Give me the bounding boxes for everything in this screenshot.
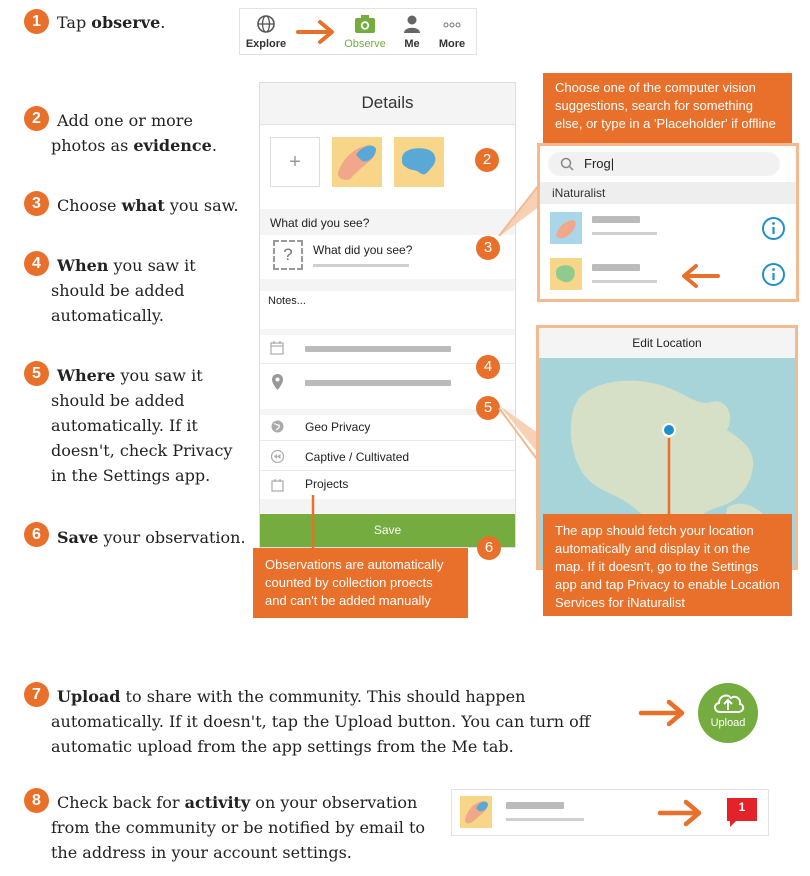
step-5-text: Where you saw it should be added automatically. If it doesn't, check Privacy in the Settings app. bbox=[51, 366, 233, 485]
step-1-badge: 1 bbox=[24, 9, 49, 34]
info-icon[interactable] bbox=[761, 216, 786, 241]
details-title: Details bbox=[260, 83, 515, 125]
save-button[interactable]: Save bbox=[260, 514, 515, 547]
what-header-label: What did you see? bbox=[270, 216, 370, 230]
unknown-taxon-icon: ? bbox=[273, 240, 303, 270]
cloud-upload-icon bbox=[711, 690, 745, 716]
result-2-name bbox=[592, 264, 640, 271]
result-thumb-1 bbox=[550, 212, 582, 244]
notes-field[interactable]: Notes... bbox=[268, 295, 306, 307]
fish-thumb-icon bbox=[550, 258, 582, 290]
marker-2: 2 bbox=[475, 148, 499, 172]
marker-3: 3 bbox=[476, 236, 500, 260]
step-7-badge: 7 bbox=[24, 682, 49, 707]
step-2-text: Add one or more photos as evidence. bbox=[51, 111, 217, 155]
arrow-left-icon bbox=[678, 262, 722, 290]
upload-label: Upload bbox=[710, 717, 746, 729]
tab-explore-label: Explore bbox=[245, 38, 287, 50]
step-8-text: Check back for activity on your observation from the community or be notified by email to the address in your account settings. bbox=[51, 793, 426, 862]
step-7-text: Upload to share with the community. This should happen automatically. If it doesn't, tap the Upload button. You can turn off automatic upload from the app settings from the Me tab. bbox=[51, 687, 591, 756]
step-6-badge: 6 bbox=[24, 522, 49, 547]
geo-privacy-row[interactable]: Geo Privacy bbox=[305, 420, 371, 434]
search-icon bbox=[560, 157, 574, 171]
result-1-name bbox=[592, 216, 640, 223]
activity-row[interactable] bbox=[451, 789, 769, 836]
add-photo-button[interactable]: + bbox=[270, 137, 320, 187]
what-input[interactable]: What did you see? bbox=[313, 243, 413, 257]
projects-row[interactable]: Projects bbox=[305, 477, 349, 491]
step-8-badge: 8 bbox=[24, 788, 49, 813]
activity-count: 1 bbox=[738, 800, 746, 814]
result-2-sub bbox=[592, 280, 657, 283]
observation-name bbox=[506, 802, 564, 809]
marker-4: 4 bbox=[476, 355, 500, 379]
step-6-text: Save your observation. bbox=[57, 528, 246, 547]
observation-sub bbox=[506, 818, 584, 821]
projects-callout: Observations are automatically counted by collection proects and can't be added manually bbox=[253, 548, 468, 618]
bird-thumb-icon bbox=[550, 212, 582, 244]
marker-6: 6 bbox=[477, 536, 501, 560]
arrow-right-icon bbox=[638, 698, 688, 728]
marker-5: 5 bbox=[476, 396, 500, 420]
observation-thumb bbox=[460, 796, 492, 828]
step-4-badge: 4 bbox=[24, 251, 49, 276]
info-icon[interactable] bbox=[761, 262, 786, 287]
search-input[interactable]: Frog| bbox=[584, 156, 615, 171]
tab-more-label: More bbox=[438, 38, 466, 50]
taxon-search-panel bbox=[537, 143, 799, 302]
activity-badge[interactable] bbox=[726, 797, 758, 825]
tab-me-label: Me bbox=[404, 38, 420, 50]
step-3-text: Choose what you saw. bbox=[57, 196, 239, 215]
search-bar[interactable] bbox=[548, 152, 780, 176]
cv-callout: Choose one of the computer vision suggestions, search for something else, or type in a 'Placeholder' if offline bbox=[543, 73, 792, 143]
location-callout: The app should fetch your location automatically and display it on the map. If it doesn't, go to the Settings app and tap Privacy to enable Location Services for iNaturalist bbox=[543, 514, 792, 616]
step-5-badge: 5 bbox=[24, 361, 49, 386]
step-4-text: When you saw it should be added automatically. bbox=[51, 256, 196, 325]
captive-cultivated-row[interactable]: Captive / Cultivated bbox=[305, 450, 410, 464]
step-1-text: Tap observe. bbox=[57, 13, 166, 32]
result-thumb-2 bbox=[550, 258, 582, 290]
step-3-badge: 3 bbox=[24, 191, 49, 216]
step-2-badge: 2 bbox=[24, 106, 49, 131]
edit-location-title: Edit Location bbox=[539, 328, 795, 358]
arrow-right-icon bbox=[657, 798, 705, 828]
upload-button[interactable] bbox=[698, 683, 758, 743]
results-section-header: iNaturalist bbox=[540, 182, 796, 204]
bird-thumb-icon bbox=[460, 796, 492, 828]
tab-observe-label: Observe bbox=[344, 38, 386, 50]
result-1-sub bbox=[592, 232, 657, 235]
